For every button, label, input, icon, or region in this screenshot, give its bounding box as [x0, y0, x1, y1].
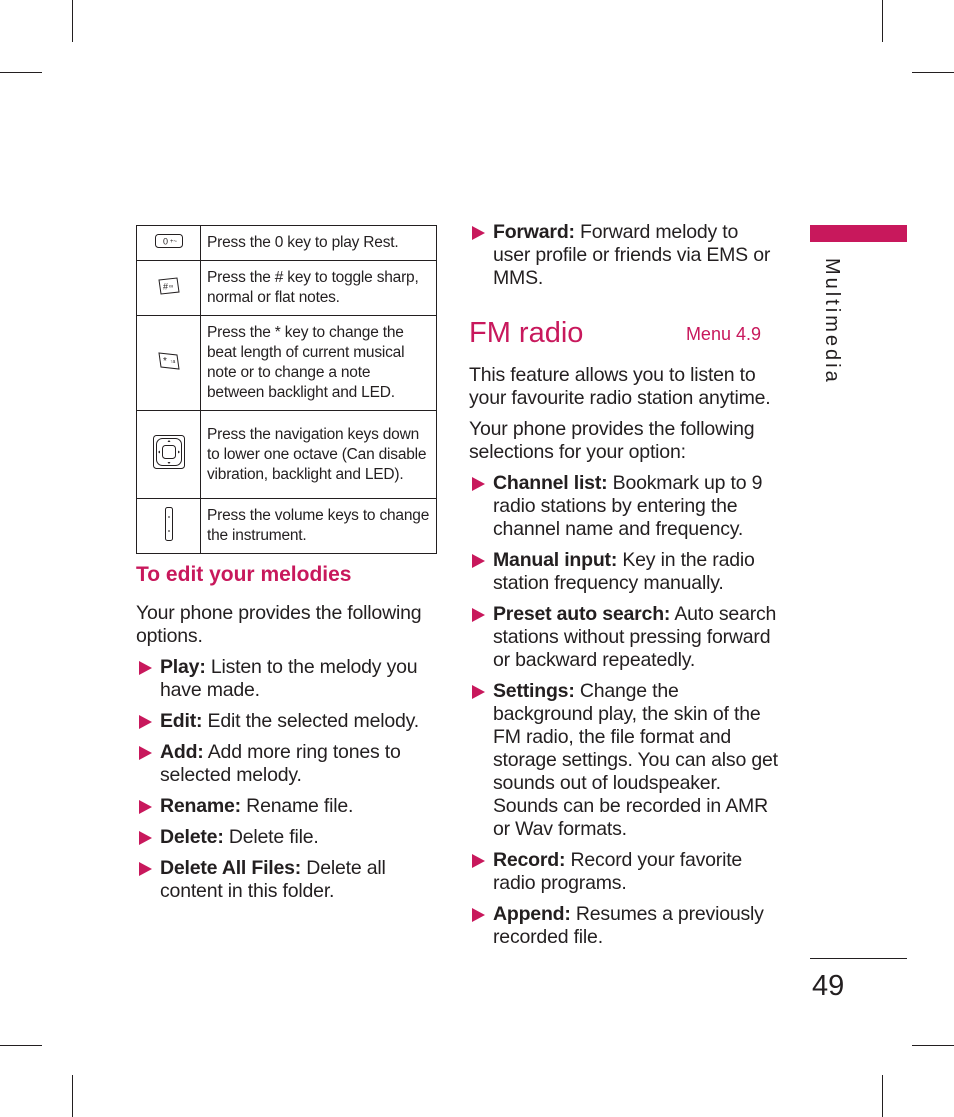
section-intro: This feature allows you to listen to your favourite radio station anytime. — [469, 364, 771, 409]
list-item: Rename: Rename file. — [136, 795, 436, 818]
table-row — [137, 226, 437, 261]
hash-key-icon — [157, 277, 181, 295]
key-description: Press the 0 key to play Rest. — [201, 226, 437, 261]
list-item: Delete All Files: Delete all content in this folder. — [136, 857, 436, 903]
bullet-arrow-icon — [139, 831, 152, 845]
table-row — [137, 411, 437, 499]
bullet-arrow-icon — [472, 554, 485, 568]
list-item: Append: Resumes a previously recorded file. — [469, 903, 779, 949]
crop-mark — [912, 72, 954, 73]
option-list — [469, 472, 779, 949]
list-item: Settings: Change the background play, the skin of the FM radio, the file format and storage settings. You can also get sounds out of loudspeaker. Sounds can be recorded in AMR or Wav formats. — [469, 680, 779, 841]
section-header — [469, 316, 779, 356]
bullet-arrow-icon — [139, 800, 152, 814]
crop-mark — [882, 1075, 883, 1117]
list-item: Delete: Delete file. — [136, 826, 436, 849]
bullet-arrow-icon — [139, 715, 152, 729]
section-intro: Your phone provides the following options. — [136, 602, 422, 647]
volume-key-icon — [165, 507, 173, 541]
navigation-key-icon — [153, 435, 185, 469]
section-title: FM radio — [469, 317, 584, 349]
crop-mark — [72, 1075, 73, 1117]
list-item: Edit: Edit the selected melody. — [136, 710, 436, 733]
section-intro: Your phone provides the following selections for your option: — [469, 418, 755, 463]
key-description: Press the * key to change the beat length of current musical note or to change a note between backlight and LED. — [201, 316, 437, 411]
chapter-label: Multimedia — [821, 258, 843, 385]
bullet-arrow-icon — [472, 608, 485, 622]
fm-radio-column — [469, 221, 779, 957]
crop-mark — [882, 0, 883, 42]
svg-text:#: # — [162, 281, 168, 291]
list-item: Record: Record your favorite radio programs. — [469, 849, 779, 895]
table-row — [137, 261, 437, 316]
key-table — [136, 225, 437, 554]
svg-text:↑a: ↑a — [169, 358, 175, 365]
key-description: Press the # key to toggle sharp, normal or flat notes. — [201, 261, 437, 316]
chapter-tab-bar — [810, 225, 907, 242]
bullet-arrow-icon — [472, 685, 485, 699]
page-number: 49 — [812, 970, 845, 1002]
svg-text:*: * — [162, 355, 167, 367]
list-item: Forward: Forward melody to user profile or friends via EMS or MMS. — [469, 221, 779, 290]
crop-mark — [0, 1045, 42, 1046]
option-list — [136, 656, 436, 903]
bullet-arrow-icon — [139, 746, 152, 760]
key-description: Press the volume keys to change the instrument. — [201, 499, 437, 554]
bullet-arrow-icon — [472, 226, 485, 240]
bullet-arrow-icon — [139, 862, 152, 876]
crop-mark — [912, 1045, 954, 1046]
page-number-rule — [810, 958, 907, 959]
table-row — [137, 499, 437, 554]
list-item: Channel list: Bookmark up to 9 radio stations by entering the channel name and frequency. — [469, 472, 779, 541]
key-description: Press the navigation keys down to lower one octave (Can disable vibration, backlight and LED). — [201, 411, 437, 499]
menu-number: Menu 4.9 — [685, 324, 761, 344]
crop-mark — [0, 72, 42, 73]
list-item: Add: Add more ring tones to selected melody. — [136, 741, 436, 787]
option-list — [469, 221, 779, 290]
bullet-arrow-icon — [139, 661, 152, 675]
crop-mark — [72, 0, 73, 42]
zero-key-icon — [155, 234, 183, 248]
star-key-icon — [157, 352, 181, 370]
list-item: Play: Listen to the melody you have made. — [136, 656, 436, 702]
table-row — [137, 316, 437, 411]
bullet-arrow-icon — [472, 908, 485, 922]
edit-melodies-section — [136, 560, 436, 911]
section-subheading: To edit your melodies — [136, 563, 352, 586]
bullet-arrow-icon — [472, 854, 485, 868]
svg-text:∞: ∞ — [168, 283, 173, 290]
bullet-arrow-icon — [472, 477, 485, 491]
list-item: Preset auto search: Auto search stations without pressing forward or backward repeatedly. — [469, 603, 779, 672]
list-item: Manual input: Key in the radio station frequency manually. — [469, 549, 779, 595]
svg-text:0: 0 — [162, 236, 168, 246]
svg-text:+~: +~ — [169, 238, 177, 245]
